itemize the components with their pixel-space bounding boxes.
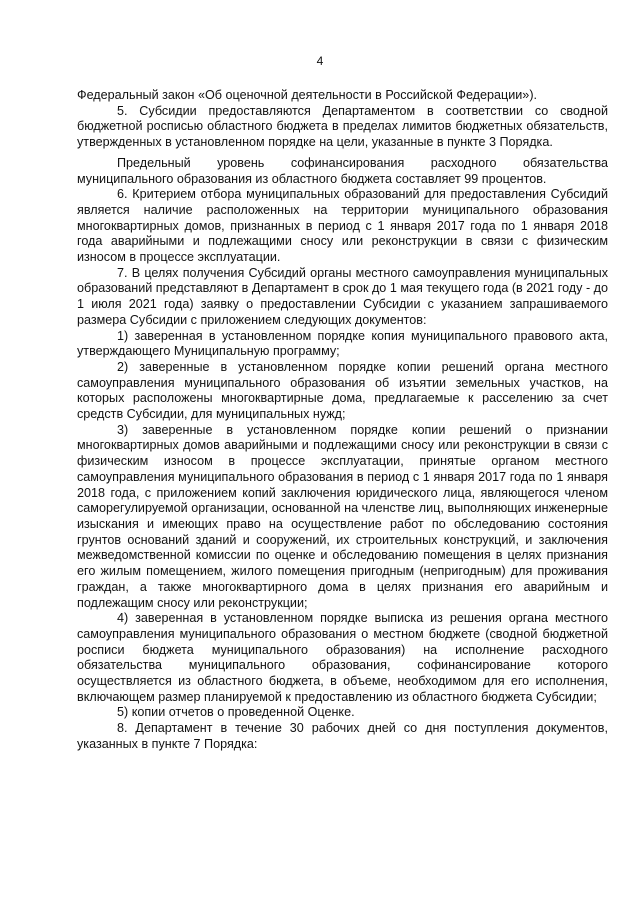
paragraph-cofinancing-level: Предельный уровень софинансирования расходного обязательства муниципального образования из областного бюджета составляет 99 процентов. [77,155,608,186]
paragraph-item-8: 8. Департамент в течение 30 рабочих дней со дня поступления документов, указанных в пункте 7 Порядка: [77,721,608,751]
paragraph-federal-law: Федеральный закон «Об оценочной деятельности в Российской Федерации»). [77,88,538,102]
page-number: 4 [316,54,324,68]
list-item-7-1: 1) заверенная в установленном порядке копия муниципального правового акта, утверждающего Муниципальную программу; [77,328,608,359]
paragraph-item-5: 5. Субсидии предоставляются Департаментом в соответствии со сводной бюджетной росписью областного бюджета в пределах лимитов бюджетных обязательств, утвержденных в установленном порядке на цели, указанные в пункте 3 Порядка. [77,103,608,150]
document-body [77,88,608,753]
list-item-7-2: 2) заверенные в установленном порядке копии решений органа местного самоуправления муниципального образования об изъятии земельных участков, на которых расположены многоквартирные дома, предлагаемые к расселению за счет средств Субсидии, для муниципальных нужд; [77,359,608,422]
list-item-7-5: 5) копии отчетов о проведенной Оценке. [117,705,355,720]
paragraph-item-6: 6. Критерием отбора муниципальных образований для предоставления Субсидий является наличие расположенных на территории муниципального образования многоквартирных домов, признанных в период с 1 января 2017 года по 1 января 2018 года аварийными и подлежащими сносу или реконструкции в связи с физическим износом в процессе эксплуатации. [77,187,608,265]
list-item-7-4: 4) заверенная в установленном порядке выписка из решения органа местного самоуправления муниципального образования о местном бюджете (сводной бюджетной росписи бюджета муниципального образования) на исполнение расходного обязательства муниципального образования, софинансирование которого осуществляется из областного бюджета, в объеме, необходимом для его исполнения, включающем размер планируемой к предоставлению из областного бюджета Субсидии; [77,611,608,704]
list-item-7-3: 3) заверенные в установленном порядке копии решений о признании многоквартирных домов аварийными и подлежащими сносу или реконструкции в связи с физическим износом в процессе эксплуатации, принятые органом местного самоуправления муниципального образования в период с 1 января 2017 года по 1 января 2018 года, с приложением копий заключения юридического лица, являющегося членом саморегулируемой организации, основанной на членстве лиц, выполняющих инженерные изыскания и имеющих право на осуществление работ по обследованию состояния грунтов оснований зданий и сооружений, их строительных конструкций, и заключения межведомственной комиссии по оценке и обследованию помещения в целях признания его жилым помещением, жилого помещения пригодным (непригодным) для проживания граждан, а также многоквартирного дома в целях признания его аварийным и подлежащим сносу или реконструкции; [77,422,608,610]
paragraph-item-7: 7. В целях получения Субсидий органы местного самоуправления муниципальных образований представляют в Департамент в срок до 1 мая текущего года (в 2021 году - до 1 июля 2021 года) заявку о предоставлении Субсидии с указанием запрашиваемого размера Субсидии с приложением следующих документов: [77,265,608,327]
